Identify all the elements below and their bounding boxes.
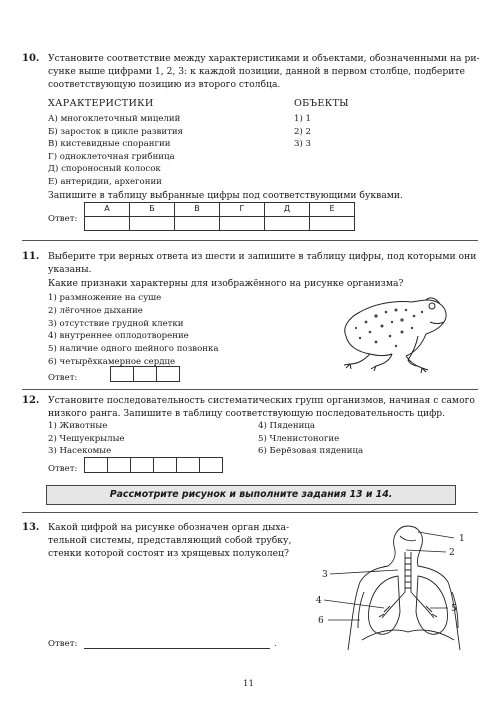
list-item: 6) Берёзовая пяденица — [258, 446, 364, 457]
q10-header-cell: Г — [219, 202, 265, 217]
list-item: 1) Животные — [48, 421, 108, 431]
divider — [22, 240, 478, 241]
divider — [22, 512, 478, 513]
q12-answer-cell[interactable] — [107, 457, 131, 473]
respiratory-system-illustration — [300, 522, 480, 652]
frog-illustration — [336, 288, 456, 374]
list-item: 3) 3 — [294, 139, 312, 150]
list-item: 2) лёгочное дыхание — [48, 305, 143, 316]
page-number: 11 — [243, 679, 254, 689]
list-item: Г) одноклеточная грибница — [48, 151, 175, 162]
instruction-banner: Рассмотрите рисунок и выполните задания 13 и 14. — [46, 485, 456, 505]
list-item: Е) антеридии, архегонии — [48, 176, 162, 187]
diagram-label: 6 — [318, 616, 324, 626]
q10-instruction: Запишите в таблицу выбранные цифры под соответствующими буквами. — [48, 190, 403, 201]
q12-answer-cell[interactable] — [130, 457, 154, 473]
q10-objects-list — [294, 113, 311, 151]
list-item: 2) 2 — [294, 126, 312, 137]
q10-header-cell: Б — [129, 202, 175, 217]
q10-characteristics-list — [48, 113, 183, 189]
q10-header-cell: Е — [309, 202, 355, 217]
q12-answer-cell[interactable] — [84, 457, 108, 473]
q10-characteristics-header: ХАРАКТЕРИСТИКИ — [48, 98, 154, 109]
q12-answer-cell[interactable] — [199, 457, 223, 473]
list-item: 1) 1 — [294, 114, 312, 124]
q12-answer-cell[interactable] — [176, 457, 200, 473]
q10-header-cell: В — [174, 202, 220, 217]
q10-answer-cell[interactable] — [129, 216, 175, 231]
list-item: В) кистевидные спорангии — [48, 139, 171, 150]
q10-text-line: сунке выше цифрами 1, 2, 3: к каждой позиции, данной в первом столбце, подберите — [48, 66, 465, 77]
q13-text-line: Какой цифрой на рисунке обозначен орган дыха- — [48, 522, 290, 533]
q12-left-options — [48, 420, 125, 458]
q12-number: 12. — [22, 395, 40, 406]
q13-answer-period: . — [274, 639, 277, 649]
diagram-label: 3 — [322, 570, 328, 580]
q11-text — [48, 250, 488, 276]
q10-answer-table — [84, 202, 355, 231]
q12-text-line: Установите последовательность систематических групп организмов, начиная с самого — [48, 395, 475, 406]
q12-answer-boxes — [84, 457, 223, 473]
list-item: 2) Чешуекрылые — [48, 433, 125, 444]
q13-answer-label: Ответ: — [48, 639, 78, 649]
q10-number: 10. — [22, 53, 40, 64]
list-item: А) многоклеточный мицелий — [48, 114, 181, 124]
q11-answer-cell[interactable] — [110, 366, 134, 382]
q11-text-line: указаны. — [48, 264, 92, 275]
list-item: Б) заросток в цикле развития — [48, 126, 183, 137]
q12-answer-label: Ответ: — [48, 464, 78, 474]
list-item: 1) размножение на суше — [48, 293, 162, 303]
q13-number: 13. — [22, 522, 40, 533]
diagram-label: 4 — [316, 596, 322, 606]
q11-question: Какие признаки характерны для изображённого на рисунке организма? — [48, 278, 404, 289]
q12-right-options — [258, 420, 363, 458]
q11-options — [48, 292, 219, 369]
q11-number: 11. — [22, 251, 40, 262]
q10-text-line: соответствующую позицию из второго столбца. — [48, 79, 281, 90]
q10-answer-label: Ответ: — [48, 214, 78, 224]
q10-answer-cell[interactable] — [174, 216, 220, 231]
q11-answer-cell[interactable] — [133, 366, 157, 382]
diagram-label: 5 — [451, 604, 457, 614]
q10-answer-cell[interactable] — [219, 216, 265, 231]
q10-header-cell: Д — [264, 202, 310, 217]
list-item: 5) Членистоногие — [258, 433, 340, 444]
q13-answer-line[interactable] — [84, 648, 270, 649]
q11-text-line: Выберите три верных ответа из шести и запишите в таблицу цифры, под которыми они — [48, 251, 477, 262]
divider — [22, 389, 478, 390]
q10-answer-cell[interactable] — [84, 216, 130, 231]
q12-text — [48, 394, 488, 420]
diagram-label: 1 — [459, 534, 465, 544]
q12-text-line: низкого ранга. Запишите в таблицу соответствующую последовательность цифр. — [48, 408, 446, 419]
list-item: 4) Пяденица — [258, 421, 315, 431]
q13-text-line: тельной системы, представляющий собой трубку, — [48, 535, 292, 546]
q10-answer-cell[interactable] — [264, 216, 310, 231]
q13-text-line: стенки которой состоят из хрящевых полуколец? — [48, 548, 289, 559]
list-item: 3) Насекомые — [48, 446, 112, 457]
list-item: 3) отсутствие грудной клетки — [48, 318, 184, 329]
q10-objects-header: ОБЪЕКТЫ — [294, 98, 349, 109]
q11-answer-label: Ответ: — [48, 373, 78, 383]
list-item: 5) наличие одного шейного позвонка — [48, 344, 219, 355]
q10-text — [48, 52, 488, 91]
q10-header-cell: А — [84, 202, 130, 217]
q11-answer-boxes — [110, 366, 180, 382]
q13-text — [48, 521, 298, 560]
q12-answer-cell[interactable] — [153, 457, 177, 473]
diagram-label: 2 — [449, 548, 455, 558]
list-item: 4) внутреннее оплодотворение — [48, 331, 189, 342]
q10-answer-cell[interactable] — [309, 216, 355, 231]
list-item: 6) четырёхкамерное сердце — [48, 356, 176, 367]
q11-answer-cell[interactable] — [156, 366, 180, 382]
q10-text-line: Установите соответствие между характеристиками и объектами, обозначенными на ри- — [48, 53, 480, 64]
list-item: Д) спороносный колосок — [48, 164, 161, 175]
